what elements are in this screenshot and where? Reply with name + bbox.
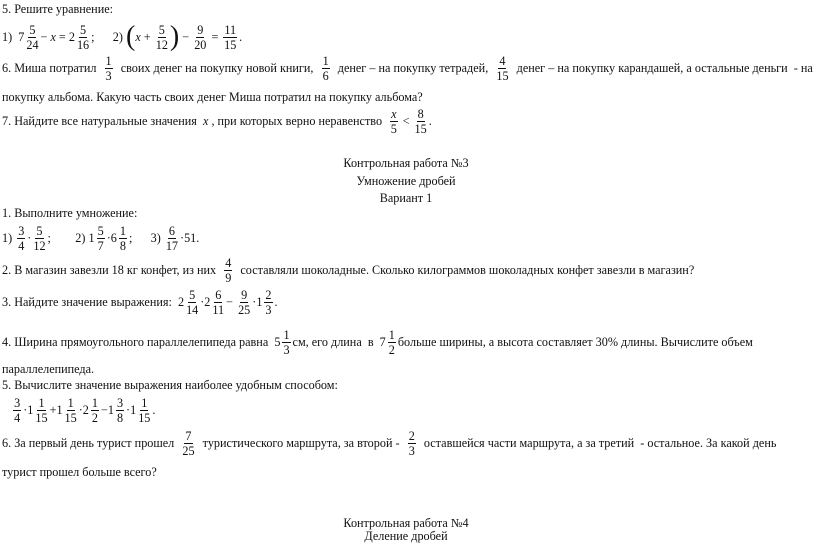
text: .: [239, 29, 243, 44]
numerator: 5: [158, 22, 165, 37]
text-line: [2, 105, 432, 137]
text-line: [2, 394, 155, 426]
numerator: 4: [225, 255, 232, 270]
numerator: 1: [38, 395, 45, 410]
denominator: 20: [194, 37, 207, 52]
numerator: 3: [14, 395, 21, 410]
numerator: 9: [197, 22, 204, 37]
fraction: [415, 107, 427, 136]
numerator: 7: [185, 428, 192, 443]
fraction: [156, 23, 168, 52]
fraction: [496, 54, 508, 83]
denominator: 6: [322, 68, 329, 83]
text-line: [2, 326, 753, 358]
text: +1: [49, 402, 63, 417]
numerator: 1: [67, 395, 74, 410]
numerator: 1: [283, 327, 290, 342]
fraction: [116, 396, 124, 425]
fraction: [223, 23, 237, 52]
text: покупку альбома. Какую часть своих денег Миша потратил на покупку альбома?: [2, 89, 423, 104]
text: −1: [100, 402, 114, 417]
text: .: [152, 402, 156, 417]
fraction: [238, 288, 250, 317]
denominator: 9: [225, 270, 232, 285]
fraction: [212, 288, 224, 317]
denominator: 4: [14, 410, 21, 425]
numerator: 2: [265, 287, 272, 302]
text: Деление дробей: [364, 528, 448, 543]
fraction: [166, 224, 178, 253]
text: −: [179, 29, 193, 44]
text: −: [226, 294, 237, 309]
text: денег – на покупку карандашей, а остальные деньги - на: [510, 60, 813, 75]
text-line: [2, 21, 242, 53]
denominator: 2: [388, 342, 395, 357]
denominator: 15: [414, 121, 427, 136]
numerator: 5: [36, 223, 43, 238]
variable: x: [135, 29, 141, 44]
denominator: 15: [64, 410, 77, 425]
denominator: 12: [33, 238, 46, 253]
text: 5. Решите уравнение:: [2, 1, 114, 16]
fraction: [390, 107, 397, 136]
numerator: 11: [224, 22, 237, 37]
text: составляли шоколадные. Сколько килограммов шоколадных конфет завезли в магазин?: [234, 262, 695, 277]
numerator: 3: [116, 395, 124, 410]
text: 6. Миша потратил: [2, 60, 103, 75]
text-line: [2, 456, 157, 488]
text: 5. Вычислите значение выражения наиболее удобным способом:: [2, 377, 338, 392]
denominator: 12: [155, 37, 168, 52]
numerator: 3: [18, 223, 25, 238]
text: ·: [27, 230, 32, 245]
text-line: [2, 52, 813, 84]
text: 1): [2, 230, 16, 245]
denominator: 3: [265, 302, 272, 317]
numerator: 8: [417, 106, 424, 121]
text-line: [2, 286, 278, 318]
variable: x: [50, 29, 56, 44]
numerator: 1: [388, 327, 395, 342]
text: 2. В магазин завезли 18 кг конфет, из них: [2, 262, 223, 277]
fraction: [35, 396, 47, 425]
text: +: [140, 29, 154, 44]
text: денег – на покупку тетрадей,: [331, 60, 495, 75]
fraction: [77, 23, 89, 52]
parenthesis: ): [169, 21, 180, 52]
text: Умножение дробей: [356, 173, 456, 188]
numerator: 1: [91, 395, 98, 410]
numerator: 5: [189, 287, 196, 302]
numerator: 2: [408, 428, 415, 443]
fraction: [119, 224, 127, 253]
fraction: [408, 429, 416, 458]
text-line: [2, 427, 776, 459]
text: ; 3): [128, 230, 164, 245]
fraction: [264, 288, 272, 317]
text-line: [2, 222, 199, 254]
denominator: 3: [283, 342, 290, 357]
numerator: 1: [119, 223, 126, 238]
denominator: 15: [496, 68, 509, 83]
fraction: [182, 429, 194, 458]
denominator: 15: [35, 410, 48, 425]
denominator: 4: [18, 238, 25, 253]
parenthesis: (: [126, 21, 136, 52]
text: Контрольная работа №4: [343, 515, 469, 530]
text: ·2: [200, 294, 211, 309]
fraction: [105, 54, 113, 83]
numerator: 5: [79, 22, 87, 37]
text: 4. Ширина прямоугольного параллелепипеда равна 5: [2, 334, 281, 349]
fraction: [91, 396, 99, 425]
numerator: 4: [499, 53, 506, 68]
fraction: [282, 328, 290, 357]
text: оставшейся части маршрута, а за третий - остальное. За какой день: [417, 435, 777, 450]
text: ·51.: [180, 230, 200, 245]
text: .: [274, 294, 278, 309]
fraction: [65, 396, 77, 425]
variable: x: [202, 113, 209, 128]
denominator: 8: [116, 410, 124, 425]
fraction: [388, 328, 396, 357]
numerator: 5: [97, 223, 104, 238]
text: см, его длина в 7: [292, 334, 386, 349]
fraction: [186, 288, 198, 317]
text: 1) 7: [2, 29, 25, 44]
denominator: 25: [238, 302, 251, 317]
numerator: 6: [215, 287, 222, 302]
denominator: 7: [97, 238, 104, 253]
text: 6. За первый день турист прошел: [2, 435, 181, 450]
denominator: 15: [138, 410, 151, 425]
numerator: 6: [168, 223, 175, 238]
denominator: 25: [182, 443, 195, 458]
text: = 2: [55, 29, 75, 44]
fraction: [17, 224, 25, 253]
text: Контрольная работа №3: [343, 155, 469, 170]
numerator: 5: [29, 22, 36, 37]
text: ; 2): [91, 29, 126, 44]
denominator: 24: [26, 37, 39, 52]
text: 7. Найдите все натуральные значения: [2, 113, 203, 128]
text: ·1: [126, 402, 137, 417]
denominator: 16: [76, 37, 90, 52]
text-line: [2, 254, 694, 286]
denominator: 15: [224, 37, 237, 52]
denominator: 17: [165, 238, 179, 253]
text: ·1: [23, 402, 34, 417]
text: −: [40, 29, 51, 44]
text: [2, 403, 11, 418]
text: ·1: [252, 294, 263, 309]
fraction: [97, 224, 105, 253]
text: ·2: [78, 402, 89, 417]
fraction: [224, 256, 232, 285]
text: .: [428, 113, 432, 128]
text: ; 2) 1: [47, 230, 95, 245]
fraction: [33, 224, 45, 253]
denominator: 5: [390, 121, 397, 136]
text: 1. Выполните умножение:: [2, 205, 138, 220]
text: параллелепипеда.: [2, 361, 95, 376]
section-heading: [0, 520, 812, 552]
fraction: [194, 23, 206, 52]
text: больше ширины, а высота составляет 30% длины. Вычислите объем: [397, 334, 753, 349]
denominator: 3: [408, 443, 415, 458]
numerator: 1: [141, 395, 148, 410]
denominator: 14: [186, 302, 199, 317]
text: =: [208, 29, 222, 44]
numerator: 1: [322, 53, 329, 68]
fraction: [138, 396, 150, 425]
numerator: x: [391, 106, 397, 121]
text: Вариант 1: [379, 190, 433, 205]
text: , при которых верно неравенство: [208, 113, 389, 128]
fraction: [13, 396, 21, 425]
text: <: [399, 113, 413, 128]
fraction: [322, 54, 330, 83]
denominator: 3: [105, 68, 112, 83]
text: 3. Найдите значение выражения: 2: [2, 294, 185, 309]
fraction: [26, 23, 38, 52]
denominator: 11: [212, 302, 225, 317]
text: ·6: [106, 230, 117, 245]
text: туристического маршрута, за второй -: [196, 435, 406, 450]
denominator: 8: [119, 238, 126, 253]
text: своих денег на покупку новой книги,: [114, 60, 320, 75]
denominator: 2: [91, 410, 98, 425]
text: турист прошел больше всего?: [2, 464, 157, 479]
numerator: 1: [105, 53, 112, 68]
numerator: 9: [241, 287, 248, 302]
